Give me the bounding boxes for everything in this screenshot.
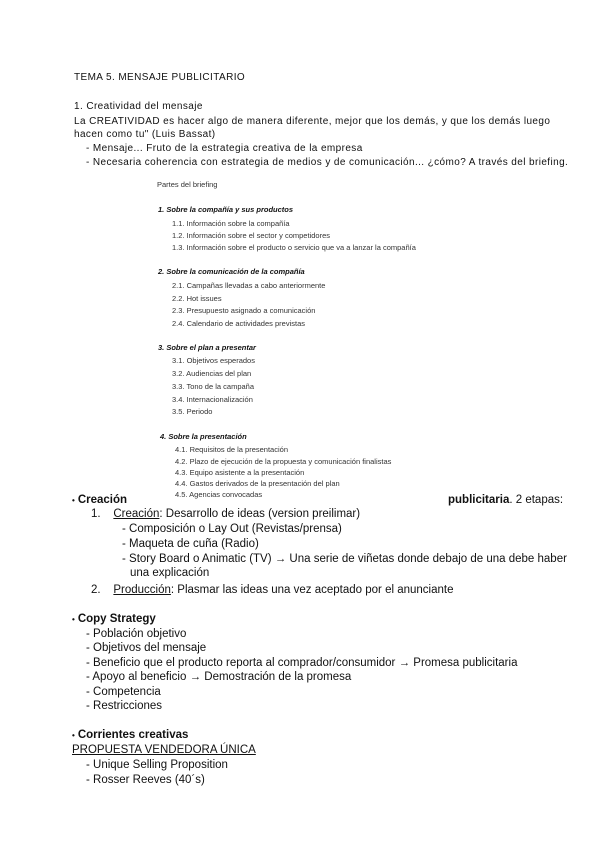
list-item: - Restricciones (86, 700, 163, 712)
list-item: - Objetivos del mensaje (86, 642, 207, 654)
briefing-section-heading: 1. Sobre la compañía y sus productos (158, 205, 294, 214)
list-item: - Unique Selling Proposition (86, 759, 228, 771)
briefing-item: 1.3. Información sobre el producto o servicio que va a lanzar la compañía (172, 243, 416, 252)
briefing-item: 2.2. Hot issues (172, 294, 222, 303)
briefing-item: 3.2. Audiencias del plan (172, 369, 252, 378)
bullet-item: - Mensaje... Fruto de la estrategia creativa de la empresa (86, 143, 363, 154)
section-heading: 1. Creatividad del mensaje (74, 101, 203, 112)
list-item: - Competencia (86, 686, 161, 698)
briefing-item: 4.2. Plazo de ejecución de la propuesta y comunicación finalistas (175, 457, 392, 466)
briefing-item: 2.4. Calendario de actividades previstas (172, 319, 305, 328)
briefing-item: 4.5. Agencias convocadas (175, 490, 263, 499)
creacion-heading: • Creación (72, 494, 130, 506)
list-item: - Maqueta de cuña (Radio) (122, 538, 259, 550)
briefing-item: 4.1. Requisitos de la presentación (175, 445, 288, 454)
list-item: - Story Board o Animatic (TV) → Una serie de viñetas donde debajo de una debe haber (122, 553, 567, 565)
briefing-item: 2.1. Campañas llevadas a cabo anteriormente (172, 281, 326, 290)
intro-line: hacen como tu" (Luis Bassat) (74, 129, 216, 140)
briefing-item: 3.1. Objetivos esperados (172, 356, 255, 365)
briefing-item: 1.1. Información sobre la compañía (172, 219, 290, 228)
briefing-title: Partes del briefing (157, 180, 218, 189)
numbered-step: 1. Creación: Desarrollo de ideas (version preilimar) (91, 508, 361, 520)
list-item: - Beneficio que el producto reporta al comprador/consumidor → Promesa publicitaria (86, 657, 518, 669)
briefing-item: 4.3. Equipo asistente a la presentación (175, 468, 305, 477)
briefing-item: 2.3. Presupuesto asignado a comunicación (172, 306, 316, 315)
briefing-section-heading: 2. Sobre la comunicación de la compañía (158, 267, 305, 276)
list-item: - Apoyo al beneficio → Demostración de la promesa (86, 671, 352, 683)
corrientes-subheading: PROPUESTA VENDEDORA ÚNICA (72, 744, 256, 756)
corrientes-heading: • Corrientes creativas (72, 729, 189, 741)
intro-line: La CREATIVIDAD es hacer algo de manera diferente, mejor que los demás, y que los demás luego (74, 116, 551, 127)
list-item: - Población objetivo (86, 628, 187, 640)
copy-strategy-heading: • Copy Strategy (72, 613, 156, 625)
list-item: - Composición o Lay Out (Revistas/prensa) (122, 523, 342, 535)
list-item: una explicación (130, 567, 210, 579)
briefing-item: 4.4. Gastos derivados de la presentación del plan (175, 479, 340, 488)
briefing-item: 3.4. Internacionalización (172, 395, 253, 404)
briefing-section-heading: 3. Sobre el plan a presentar (158, 343, 256, 352)
briefing-section-heading: 4. Sobre la presentación (160, 432, 247, 441)
numbered-step: 2. Producción: Plasmar las ideas una vez aceptado por el anunciante (91, 584, 454, 596)
list-item: - Rosser Reeves (40´s) (86, 774, 205, 786)
briefing-item: 3.5. Periodo (172, 407, 213, 416)
briefing-item: 3.3. Tono de la campaña (172, 382, 255, 391)
bullet-item: - Necesaria coherencia con estrategia de medios y de comunicación... ¿cómo? A través del briefing. (86, 157, 569, 168)
page-title: TEMA 5. MENSAJE PUBLICITARIO (74, 72, 246, 83)
creacion-heading-right: publicitaria. 2 etapas: (448, 494, 564, 506)
briefing-item: 1.2. Información sobre el sector y competidores (172, 231, 330, 240)
